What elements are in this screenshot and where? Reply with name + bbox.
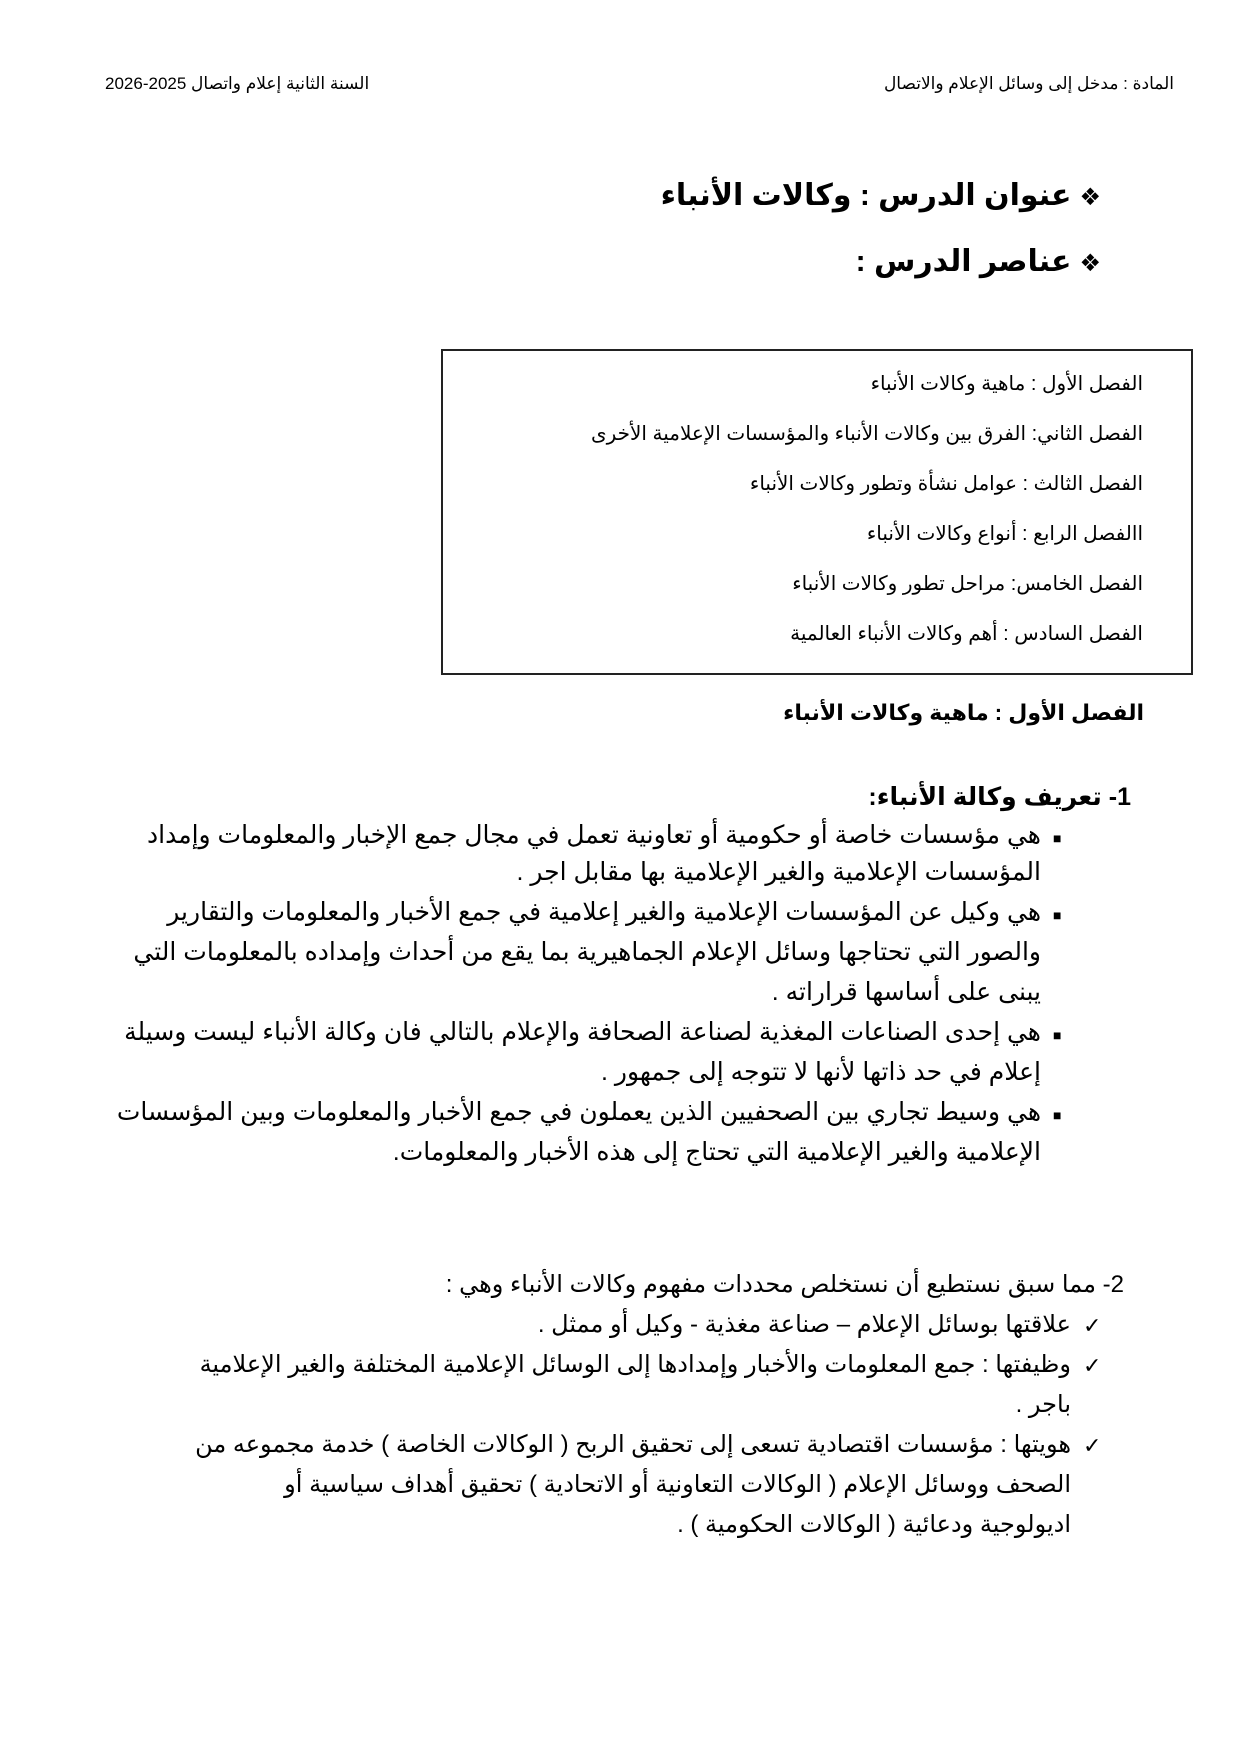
toc-item: الفصل الثالث : عوامل نشأة وتطور وكالات الأنباء <box>749 473 1143 495</box>
definition-line: المؤسسات الإعلامية والغير الإعلامية بها مقابل اجر . <box>516 858 1041 886</box>
definition-line: هي مؤسسات خاصة أو حكومية أو تعاونية تعمل في مجال جمع الإخبار والمعلومات وإمداد <box>147 821 1041 849</box>
checkmark-icon: ✓ <box>1083 1313 1102 1338</box>
definition-line: يبنى على أساسها قراراته . <box>771 978 1041 1006</box>
lesson-title-text: عنوان الدرس : وكالات الأنباء <box>660 179 1072 212</box>
lesson-title <box>661 178 1101 213</box>
checkmark-icon: ✓ <box>1083 1433 1102 1458</box>
square-bullet-icon: ■ <box>1053 1107 1062 1123</box>
toc-item: االفصل الرابع : أنواع وكالات الأنباء <box>866 523 1143 545</box>
lesson-elements-heading <box>856 244 1101 279</box>
toc-item: الفصل الخامس: مراحل تطور وكالات الأنباء <box>792 573 1143 595</box>
square-bullet-icon: ■ <box>1053 830 1062 846</box>
definition-line: هي وكيل عن المؤسسات الإعلامية والغير إعلامية في جمع الأخبار والمعلومات والتقارير <box>167 898 1041 926</box>
diamond-bullet-icon: ❖ <box>1079 184 1101 211</box>
header-year-info: السنة الثانية إعلام واتصال 2025-2026 <box>105 74 370 93</box>
determinant-line: الصحف ووسائل الإعلام ( الوكالات التعاونية أو الاتحادية ) تحقيق أهداف سياسية أو <box>284 1471 1071 1498</box>
toc-box <box>441 349 1193 675</box>
diamond-bullet-icon: ❖ <box>1079 250 1101 277</box>
header-subject: المادة : مدخل إلى وسائل الإعلام والاتصال <box>883 74 1174 93</box>
square-bullet-icon: ■ <box>1053 1027 1062 1043</box>
definition-line: إعلام في حد ذاتها لأنها لا تتوجه إلى جمهور . <box>601 1058 1041 1086</box>
determinant-line: وظيفتها : جمع المعلومات والأخبار وإمدادها إلى الوسائل الإعلامية المختلفة والغير الإعلامية <box>199 1351 1071 1378</box>
lesson-elements-text: عناصر الدرس : <box>855 245 1072 278</box>
definition-line: هي إحدى الصناعات المغذية لصناعة الصحافة والإعلام بالتالي فان وكالة الأنباء ليست وسيلة <box>124 1018 1041 1046</box>
definition-line: هي وسيط تجاري بين الصحفيين الذين يعملون في جمع الأخبار والمعلومات وبين المؤسسات <box>116 1098 1041 1126</box>
determinant-line: هويتها : مؤسسات اقتصادية تسعى إلى تحقيق الربح ( الوكالات الخاصة ) خدمة مجموعه من <box>195 1431 1071 1458</box>
square-bullet-icon: ■ <box>1053 907 1062 923</box>
determinant-line: علاقتها بوسائل الإعلام – صناعة مغذية - وكيل أو ممثل . <box>537 1311 1071 1338</box>
definition-heading: 1- تعريف وكالة الأنباء: <box>868 783 1131 811</box>
chapter-title: الفصل الأول : ماهية وكالات الأنباء <box>783 700 1144 725</box>
determinant-line: اديولوجية ودعائية ( الوكالات الحكومية ) . <box>677 1511 1071 1538</box>
checkmark-icon: ✓ <box>1083 1353 1102 1378</box>
toc-item: الفصل الثاني: الفرق بين وكالات الأنباء والمؤسسات الإعلامية الأخرى <box>590 423 1143 445</box>
determinant-line: باجر . <box>1015 1391 1071 1418</box>
determinants-heading: 2- مما سبق نستطيع أن نستخلص محددات مفهوم وكالات الأنباء وهي : <box>445 1271 1124 1298</box>
toc-item: الفصل السادس : أهم وكالات الأنباء العالمية <box>790 623 1143 645</box>
definition-line: الإعلامية والغير الإعلامية التي تحتاج إلى هذه الأخبار والمعلومات. <box>392 1138 1041 1166</box>
toc-item: الفصل الأول : ماهية وكالات الأنباء <box>870 373 1143 395</box>
definition-line: والصور التي تحتاجها وسائل الإعلام الجماهيرية بما يقع من أحداث وإمداده بالمعلومات التي <box>133 938 1041 966</box>
